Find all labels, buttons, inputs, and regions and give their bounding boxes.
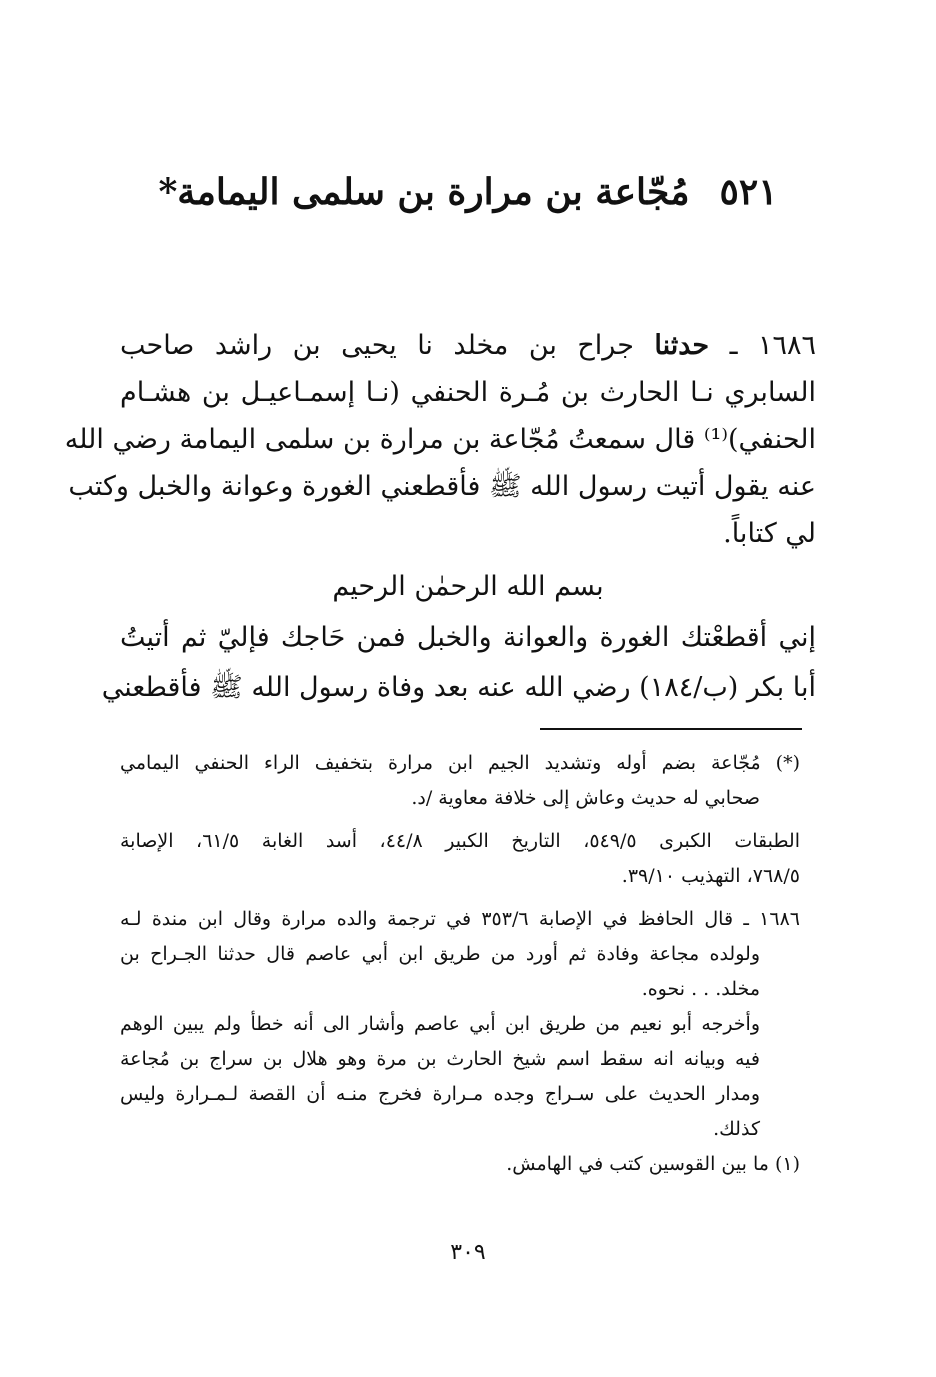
hadith-text (64, 322, 816, 557)
margin-note: (١) ما بين القوسين كتب في الهامش. (506, 1153, 800, 1175)
footnote-line: ولولده مجاعة وفادة ثم أورد من طريق ابن أبي عاصم قال حدثنا الجـراح بن (120, 943, 760, 965)
footnote-line: صحابي له حديث وعاش إلى خلافة معاوية /د. (411, 787, 760, 809)
footnote-line: ومدار الحديث على سـراج وجده مـرارة فخرج منـه أن القصة لـمـرارة وليس (120, 1083, 760, 1105)
letter-line: أبا بكر (ب/١٨٤) رضي الله عنه بعد وفاة رسول الله ﷺ فأقطعني (101, 672, 816, 703)
footnote-line: وأخرجه أبو نعيم من طريق ابن أبي عاصم وأشار الى أنه خطأ ولم يبين الوهم (120, 1013, 760, 1035)
footnote-line: ١٦٨٦ ـ قال الحافظ في الإصابة ٣٥٣/٦ في ترجمة والده مرارة وقال ابن مندة لـه (120, 908, 800, 930)
hadith-line: عنه يقول أتيت رسول الله ﷺ فأقطعني الغورة وعوانة والخبل وكتب (68, 471, 816, 502)
hadith-line-text: جراح بن مخلد نا يحيى بن راشد صاحب (120, 330, 634, 361)
footnote-line: (*) مُجّاعة بضم أوله وتشديد الجيم ابن مرارة بتخفيف الراء الحنفي اليمامي (120, 752, 800, 774)
footnote-line: مخلد. . . نحوه. (641, 978, 760, 1000)
footnote-divider (540, 728, 802, 730)
chapter-title: مُجّاعة بن مرارة بن سلمى اليمامة* (158, 171, 690, 213)
footnote-line: فيه وبيانه انه سقط اسم شيخ الحارث بن مرة وهو هلال بن سراج بن مُجاعة (120, 1048, 760, 1070)
hadith-opening: حدثنا (654, 330, 710, 361)
chapter-number: ٥٢١ (719, 171, 778, 213)
hadith-line: الحنفي)⁽¹⁾ قال سمعتُ مُجّاعة بن مرارة بن سلمى اليمامة رضي الله (64, 424, 816, 455)
footnote-line: كذلك. (713, 1118, 760, 1140)
hadith-line: لي كتاباً. (723, 518, 816, 549)
hadith-line: السابري نـا الحارث بن مُـرة الحنفي (نـا إسمـاعيـل بن هشـام (120, 377, 816, 408)
hadith-number: ١٦٨٦ ـ (729, 330, 816, 361)
chapter-heading (120, 168, 816, 216)
hadith-line (120, 322, 816, 369)
footnote-line: الطبقات الكبرى ٥٤٩/٥، التاريخ الكبير ٤٤/٨، أسد الغابة ٦١/٥، الإصابة (120, 830, 801, 852)
footnote-line: ٧٦٨/٥، التهذيب ٣٩/١٠. (621, 865, 800, 887)
letter-line: إني أقطعْتك الغورة والعوانة والخبل فمن حَاجك فإليّ ثم أتيتُ (120, 622, 816, 653)
basmala: بسم الله الرحمٰن الرحيم (332, 571, 604, 602)
footnotes (120, 746, 800, 1182)
letter-text (101, 613, 816, 713)
page-number: ٣٠٩ (450, 1240, 486, 1265)
